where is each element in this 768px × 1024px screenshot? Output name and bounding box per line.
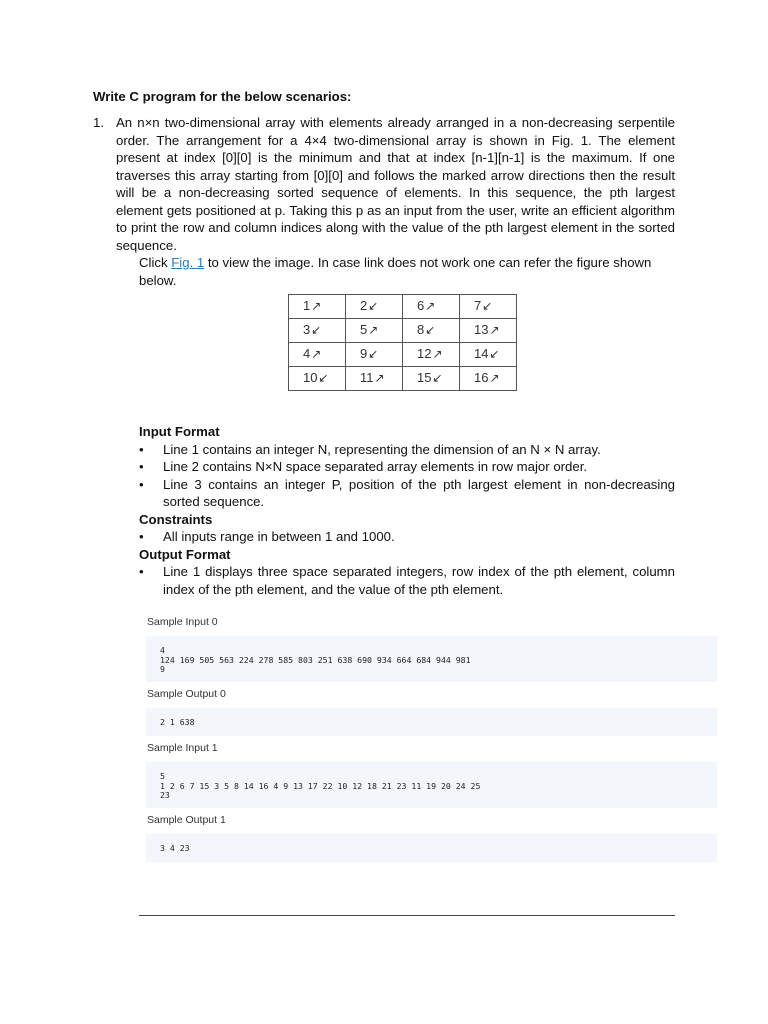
sample-input-0-box — [146, 636, 717, 682]
arrow-up-right-icon: ↗ — [311, 299, 322, 314]
figure-cell-value: 15 — [417, 370, 432, 386]
figure-row — [289, 343, 517, 367]
constraints-item: • All inputs range in between 1 and 1000. — [139, 528, 675, 546]
figure-cell-value: 1 — [303, 298, 311, 314]
constraints-title: Constraints — [139, 511, 213, 527]
figure-cell — [289, 319, 346, 343]
figure-cell-value: 6 — [417, 298, 425, 314]
figure-cell — [289, 295, 346, 319]
arrow-down-left-icon: ↙ — [489, 347, 500, 362]
figure-cell-value: 16 — [474, 370, 489, 386]
figure-cell-value: 13 — [474, 322, 489, 338]
figure-cell — [289, 367, 346, 391]
code-line: 1 2 6 7 15 3 5 8 14 16 4 9 13 17 22 10 12 18 21 23 11 19 20 24 25 — [160, 780, 481, 791]
input-format-item: • Line 3 contains an integer P, position of the pth largest element in non-decreasing sorted sequence. — [139, 476, 675, 511]
serpentine-figure-table — [288, 294, 517, 391]
arrow-up-right-icon: ↗ — [489, 371, 500, 386]
figure-row — [289, 319, 517, 343]
figure-cell-value: 4 — [303, 346, 311, 362]
figure-cell — [346, 319, 403, 343]
figure-cell-value: 12 — [417, 346, 432, 362]
code-line: 4 — [160, 645, 165, 655]
sample-input-1-label: Sample Input 1 — [147, 742, 218, 754]
sample-output-0-box — [146, 708, 717, 736]
arrow-up-right-icon: ↗ — [432, 347, 443, 362]
arrow-up-right-icon: ↗ — [311, 347, 322, 362]
figure-cell — [403, 367, 460, 391]
figure-cell-value: 7 — [474, 298, 482, 314]
question-number: 1. — [93, 115, 104, 130]
click-suffix: to view the image. In case link does not work one can refer the figure shown below. — [139, 255, 652, 288]
figure-cell — [346, 343, 403, 367]
figure-cell — [403, 295, 460, 319]
code-line: 9 — [160, 664, 165, 675]
figure-cell — [346, 367, 403, 391]
figure-cell — [460, 367, 517, 391]
input-format-item: • Line 1 contains an integer N, representing the dimension of an N × N array. — [139, 441, 675, 459]
code-line: 3 4 23 — [160, 843, 190, 853]
arrow-up-right-icon: ↗ — [374, 371, 385, 386]
figure-link-line — [139, 254, 675, 289]
figure-cell — [460, 295, 517, 319]
figure-cell — [403, 319, 460, 343]
code-line: 23 — [160, 790, 170, 801]
code-line: 124 169 505 563 224 278 585 803 251 638 690 934 664 684 944 981 — [160, 654, 471, 665]
fig-1-link[interactable]: Fig. 1 — [171, 255, 205, 270]
figure-row — [289, 367, 517, 391]
arrow-up-right-icon: ↗ — [489, 323, 500, 338]
figure-cell-value: 14 — [474, 346, 489, 362]
arrow-up-right-icon: ↗ — [425, 299, 436, 314]
figure-cell-value: 8 — [417, 322, 425, 338]
arrow-down-left-icon: ↙ — [425, 323, 436, 338]
figure-cell-value: 11 — [360, 370, 374, 386]
figure-row — [289, 295, 517, 319]
sample-input-1-box — [146, 762, 717, 808]
figure-cell-value: 2 — [360, 298, 368, 314]
sample-output-1-label: Sample Output 1 — [147, 814, 226, 826]
arrow-down-left-icon: ↙ — [311, 323, 322, 338]
output-format-item: • Line 1 displays three space separated integers, row index of the pth element, column index of the pth element, and the value of the pth element. — [139, 563, 675, 598]
output-format-title: Output Format — [139, 546, 231, 562]
figure-cell — [460, 343, 517, 367]
horizontal-rule — [139, 915, 675, 916]
arrow-down-left-icon: ↙ — [368, 299, 379, 314]
question-text: An n×n two-dimensional array with elements already arranged in a non-decreasing serpentile order. The arrangement for a 4×4 two-dimensional array is shown in Fig. 1. The element present at index [0][0] is the minimum and that at index [n-1][n-1] is the maximum. If one traverses this array starting from [0][0] and follows the marked arrow directions then the result will be a non-decreasing sorted sequence of elements. In this sequence, the pth largest element gets positioned at p. Taking this p as an input from the user, write an efficient algorithm to print the row and column indices along with the value of the pth largest element in the sorted sequence. — [116, 115, 675, 253]
arrow-down-left-icon: ↙ — [318, 371, 329, 386]
code-line: 5 — [160, 771, 165, 781]
figure-cell — [460, 319, 517, 343]
input-format-item: • Line 2 contains N×N space separated array elements in row major order. — [139, 458, 675, 476]
click-prefix: Click — [139, 255, 172, 270]
code-line: 2 1 638 — [160, 717, 195, 727]
arrow-up-right-icon: ↗ — [368, 323, 379, 338]
input-format-section — [139, 423, 675, 598]
input-format-title: Input Format — [139, 424, 220, 439]
page-heading: Write C program for the below scenarios: — [93, 89, 352, 104]
sample-input-0-label: Sample Input 0 — [147, 616, 218, 628]
arrow-down-left-icon: ↙ — [482, 299, 493, 314]
arrow-down-left-icon: ↙ — [368, 347, 379, 362]
figure-cell-value: 5 — [360, 322, 368, 338]
arrow-down-left-icon: ↙ — [432, 371, 443, 386]
figure-cell — [403, 343, 460, 367]
figure-cell-value: 3 — [303, 322, 311, 338]
sample-output-0-label: Sample Output 0 — [147, 688, 226, 700]
sample-output-1-box — [146, 834, 717, 862]
figure-cell — [346, 295, 403, 319]
figure-cell — [289, 343, 346, 367]
figure-cell-value: 9 — [360, 346, 368, 362]
figure-cell-value: 10 — [303, 370, 318, 386]
